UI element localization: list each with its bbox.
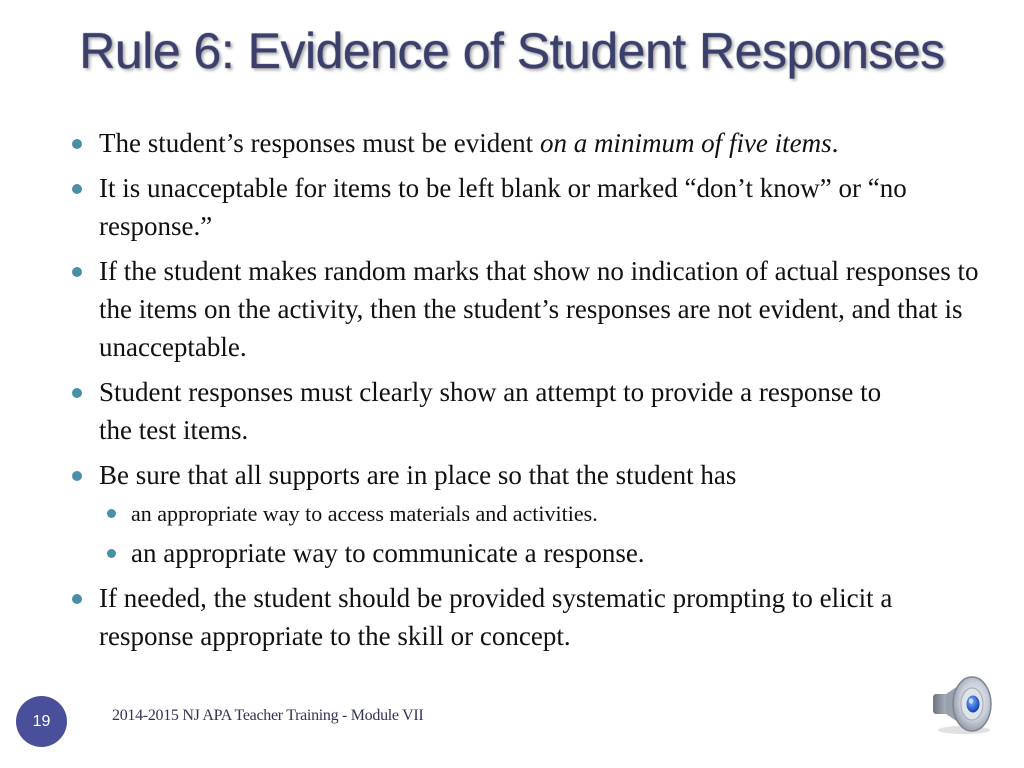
bullet-dot-icon: [72, 139, 82, 149]
bullet-text: If needed, the student should be provided systematic prompting to elicit a response appropriate to the skill or concept.: [99, 583, 893, 651]
sub-bullet-item: [70, 497, 980, 531]
bullet-text: Be sure that all supports are in place so that the student has: [99, 460, 737, 490]
bullet-item: [70, 456, 979, 494]
bullet-text: It is unacceptable for items to be left blank or marked “don’t know” or “no response.”: [99, 173, 907, 241]
footer-text: 2014-2015 NJ APA Teacher Training - Module VII: [112, 707, 424, 724]
bullet-item: [70, 124, 979, 162]
sub-bullet-item: [70, 536, 980, 570]
bullet-dot-icon: [72, 471, 82, 481]
bullet-item: [70, 373, 899, 449]
page-number: 19: [16, 696, 67, 747]
sub-bullet-text: an appropriate way to access materials and activities.: [131, 501, 598, 526]
bullet-text: The student’s responses must be evident: [99, 128, 540, 158]
bullet-dot-icon: [107, 549, 116, 558]
bullet-dot-icon: [72, 388, 82, 398]
bullet-text: Student responses must clearly show an attempt to provide a response to the test items.: [99, 377, 882, 445]
bullet-dot-icon: [72, 184, 82, 194]
bullet-dot-icon: [72, 267, 82, 277]
sub-bullet-text: an appropriate way to communicate a response.: [131, 538, 645, 568]
bullet-text-emphasis: on a minimum of five items: [539, 128, 832, 158]
bullet-dot-icon: [72, 594, 82, 604]
bullet-item: [70, 169, 979, 245]
bullet-item: [70, 252, 979, 366]
bullet-list: [70, 124, 980, 662]
slide-title: Rule 6: Evidence of Student Responses: [79, 23, 945, 79]
speaker-icon[interactable]: [930, 672, 996, 736]
bullet-text: If the student makes random marks that show no indication of actual responses to the items on the activity, then the student’s responses are not evident, and that is unacceptable.: [99, 256, 979, 362]
bullet-dot-icon: [107, 509, 116, 518]
bullet-item: [70, 579, 979, 655]
bullet-text: .: [831, 128, 839, 158]
